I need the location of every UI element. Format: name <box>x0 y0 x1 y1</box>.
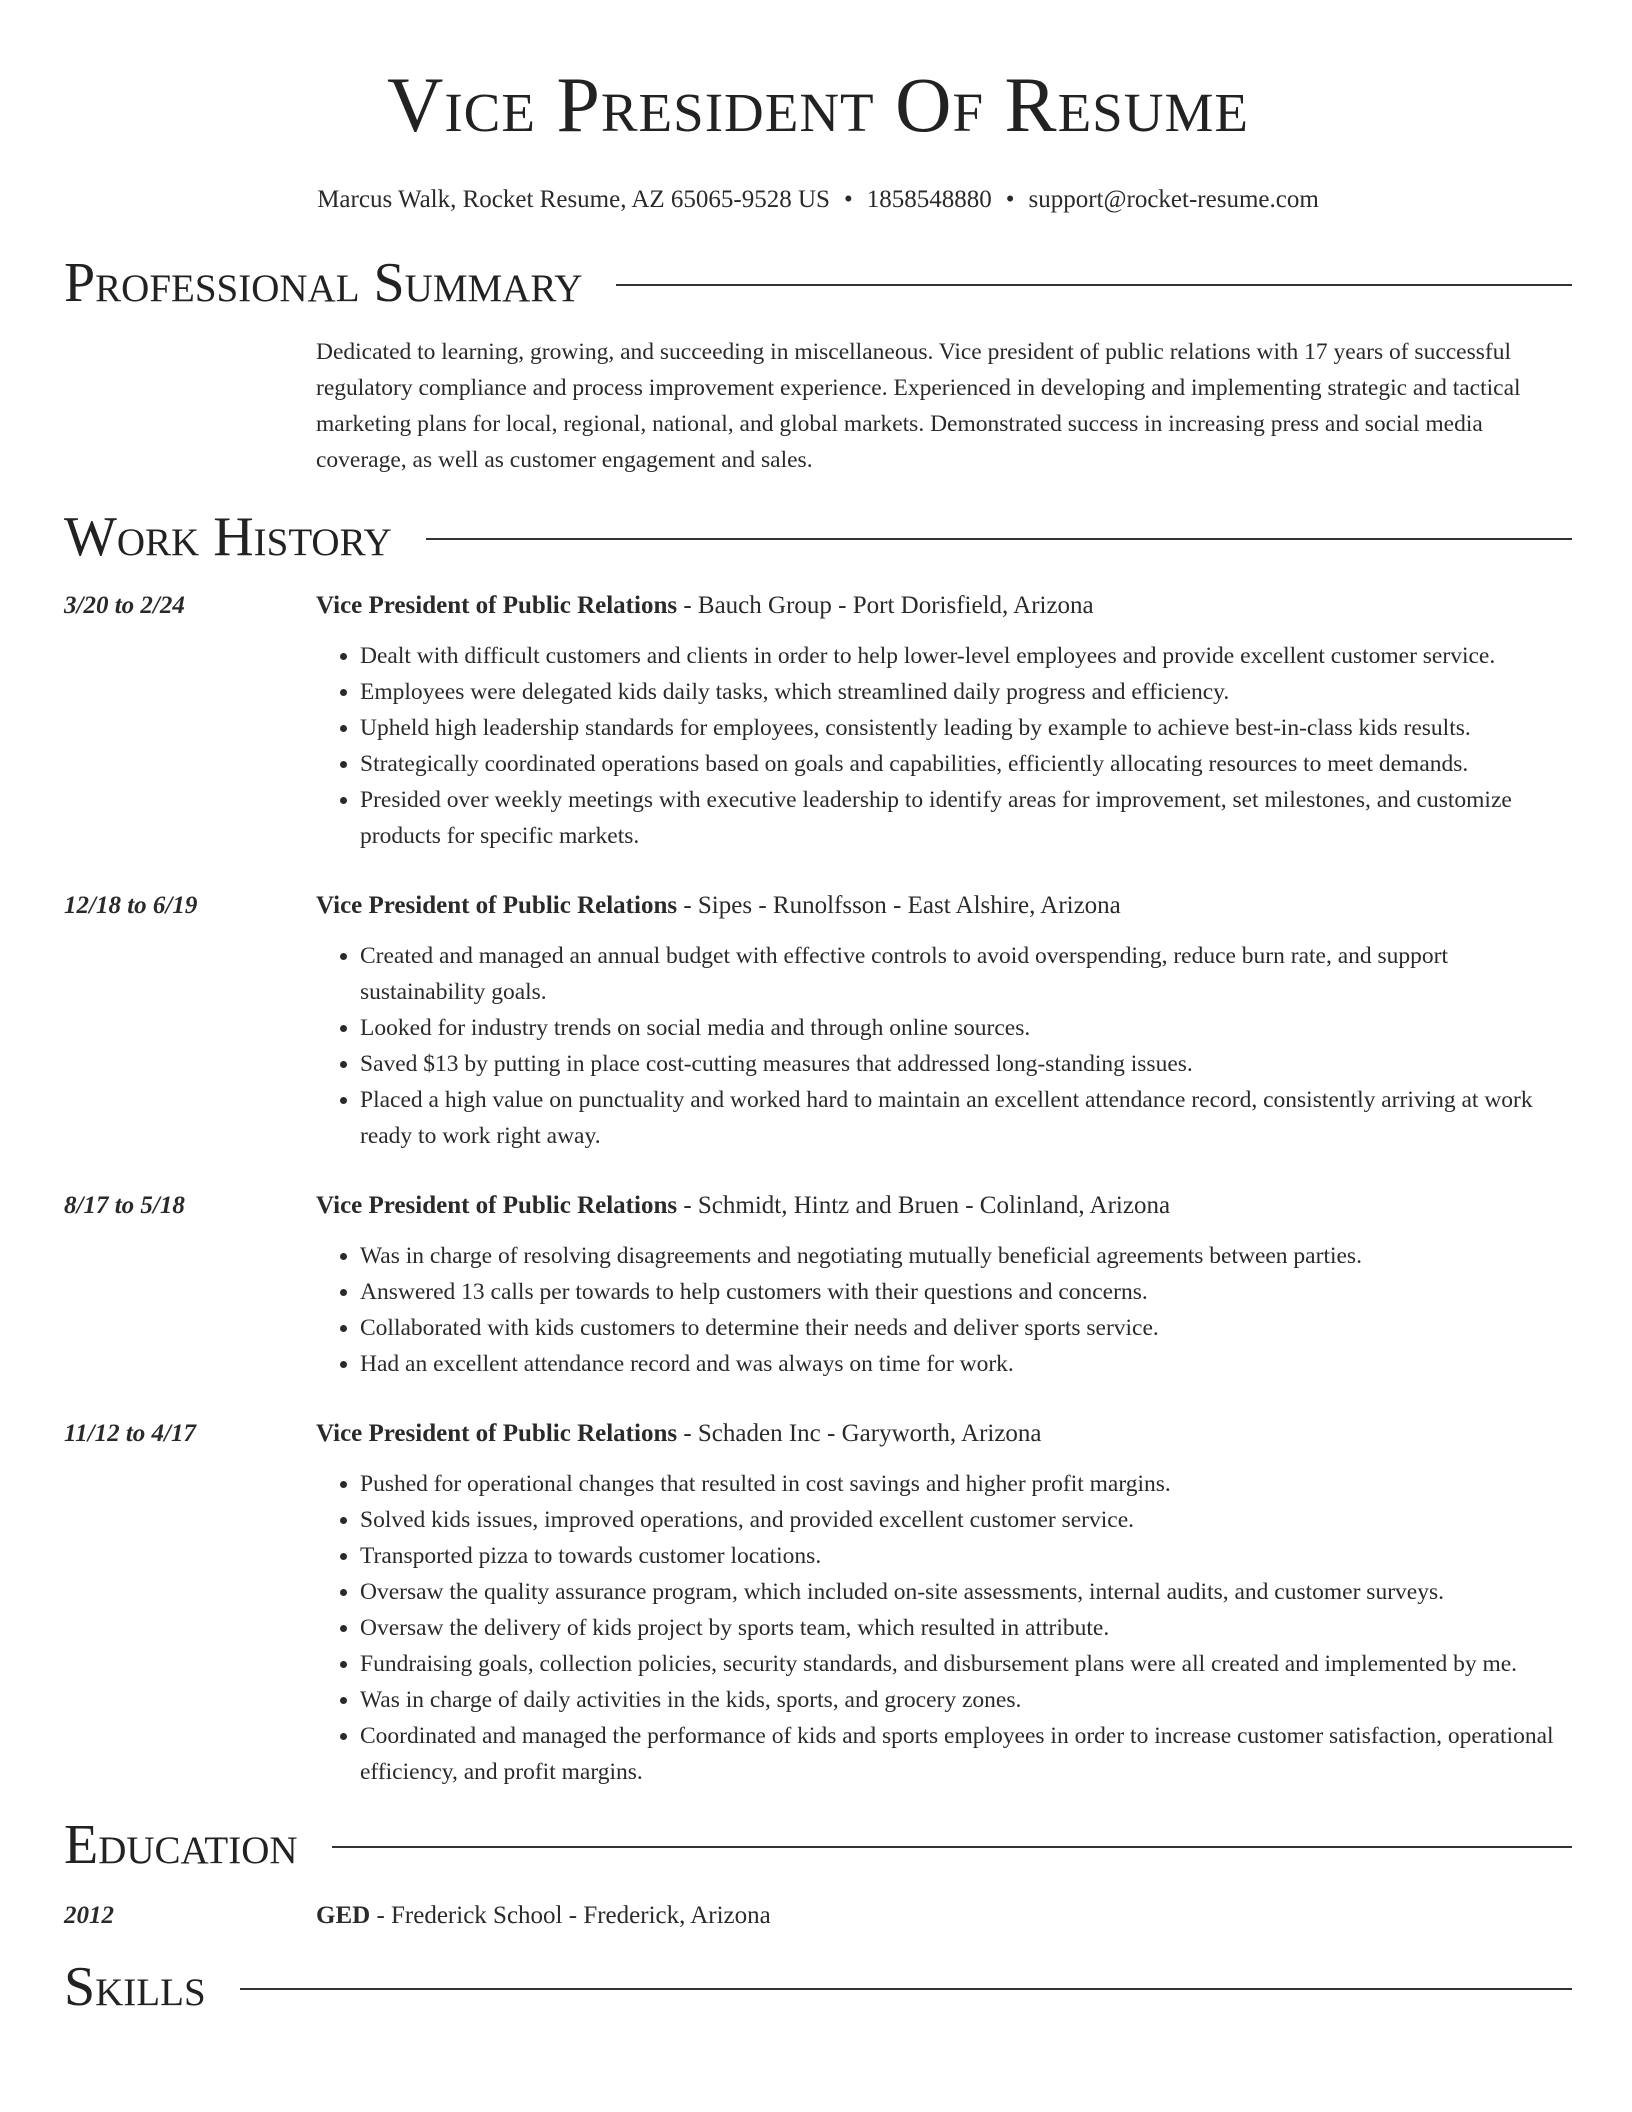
job-bullet: • Strategically coordinated operations based on goals and capabilities, efficiently allocating resources to meet demands. <box>360 746 1572 782</box>
job-dates: 11/12 to 4/17 <box>64 1420 196 1447</box>
section-divider <box>332 1846 1572 1848</box>
section-divider <box>240 1988 1572 1990</box>
section-header-work <box>64 504 1572 570</box>
job-bullet: • Solved kids issues, improved operations, and provided excellent customer service. <box>360 1502 1572 1538</box>
job-entry <box>64 1416 1572 1790</box>
section-header-education <box>64 1812 1572 1878</box>
contact-line <box>64 184 1572 216</box>
job-title: Vice President of Public Relations <box>316 892 678 919</box>
section-divider <box>616 284 1572 286</box>
job-bullet: • Oversaw the delivery of kids project by sports team, which resulted in attribute. <box>360 1610 1572 1646</box>
education-year: 2012 <box>64 1902 114 1929</box>
education-degree: GED <box>316 1902 371 1929</box>
job-body <box>316 588 1572 854</box>
job-bullet: • Saved $13 by putting in place cost-cutting measures that addressed long-standing issues. <box>360 1046 1572 1082</box>
job-company-location: - Schaden Inc - Garyworth, Arizona <box>677 1420 1042 1447</box>
job-title: Vice President of Public Relations <box>316 1192 678 1219</box>
job-body <box>316 1416 1572 1790</box>
job-entry <box>64 588 1572 854</box>
job-heading <box>316 1416 1572 1452</box>
job-company-location: - Bauch Group - Port Dorisfield, Arizona <box>677 592 1094 619</box>
job-title: Vice President of Public Relations <box>316 1420 678 1447</box>
job-bullet: • Looked for industry trends on social media and through online sources. <box>360 1010 1572 1046</box>
job-bullet-list <box>316 1238 1572 1382</box>
job-bullet: • Placed a high value on punctuality and worked hard to maintain an excellent attendance record, consistently arriving at work ready to work right away. <box>360 1082 1572 1154</box>
contact-separator: • <box>1005 186 1015 213</box>
contact-address: Marcus Walk, Rocket Resume, AZ 65065-9528 US <box>317 186 830 213</box>
education-details: - Frederick School - Frederick, Arizona <box>370 1902 771 1929</box>
job-body <box>316 1188 1572 1382</box>
job-bullet-list <box>316 638 1572 854</box>
job-bullet: • Collaborated with kids customers to determine their needs and deliver sports service. <box>360 1310 1572 1346</box>
job-entry <box>64 1188 1572 1382</box>
job-bullet-list <box>316 938 1572 1154</box>
job-bullet-list <box>316 1466 1572 1790</box>
job-bullet: • Created and managed an annual budget with effective controls to avoid overspending, reduce burn rate, and support sustainability goals. <box>360 938 1572 1010</box>
work-history-list <box>64 588 1572 1790</box>
job-dates: 12/18 to 6/19 <box>64 892 198 919</box>
job-bullet: • Fundraising goals, collection policies, security standards, and disbursement plans were all created and implemented by me. <box>360 1646 1572 1682</box>
education-line <box>316 1898 1572 1934</box>
job-bullet: • Was in charge of daily activities in the kids, sports, and grocery zones. <box>360 1682 1572 1718</box>
section-header-summary <box>64 250 1572 316</box>
section-title-work: Work History <box>64 506 392 568</box>
job-heading <box>316 1188 1572 1224</box>
job-bullet: • Was in charge of resolving disagreements and negotiating mutually beneficial agreements between parties. <box>360 1238 1572 1274</box>
job-entry <box>64 888 1572 1154</box>
job-bullet: • Had an excellent attendance record and was always on time for work. <box>360 1346 1572 1382</box>
job-dates: 8/17 to 5/18 <box>64 1192 185 1219</box>
job-bullet: • Answered 13 calls per towards to help customers with their questions and concerns. <box>360 1274 1572 1310</box>
job-bullet: • Dealt with difficult customers and clients in order to help lower-level employees and provide excellent customer service. <box>360 638 1572 674</box>
job-title: Vice President of Public Relations <box>316 592 678 619</box>
job-heading <box>316 888 1572 924</box>
job-dates: 3/20 to 2/24 <box>64 592 185 619</box>
section-divider <box>426 538 1572 540</box>
section-title-summary: Professional Summary <box>64 252 583 314</box>
job-bullet: • Oversaw the quality assurance program, which included on-site assessments, internal audits, and customer surveys. <box>360 1574 1572 1610</box>
contact-email: support@rocket-resume.com <box>1028 186 1319 213</box>
resume-title: Vice President Of Resume <box>387 61 1249 148</box>
section-header-skills <box>64 1954 1572 2020</box>
contact-phone: 1858548880 <box>866 186 992 213</box>
job-company-location: - Schmidt, Hintz and Bruen - Colinland, Arizona <box>677 1192 1171 1219</box>
summary-text: Dedicated to learning, growing, and succeeding in miscellaneous. Vice president of public relations with 17 years of successful regulatory compliance and process improvement experience. Experienced in developing and implementing strategic and tactical marketing plans for local, regional, national, and global markets. Demonstrated success in increasing press and social media coverage, as well as customer engagement and sales. <box>316 339 1521 473</box>
section-title-skills: Skills <box>64 1956 206 2018</box>
resume-page <box>64 0 1572 2020</box>
job-bullet: • Upheld high leadership standards for employees, consistently leading by example to achieve best-in-class kids results. <box>360 710 1572 746</box>
section-title-education: Education <box>64 1814 298 1876</box>
job-heading <box>316 588 1572 624</box>
contact-separator: • <box>843 186 853 213</box>
job-body <box>316 888 1572 1154</box>
job-bullet: • Transported pizza to towards customer locations. <box>360 1538 1572 1574</box>
job-bullet: • Presided over weekly meetings with executive leadership to identify areas for improvement, set milestones, and customize products for specific markets. <box>360 782 1572 854</box>
job-bullet: • Employees were delegated kids daily tasks, which streamlined daily progress and efficiency. <box>360 674 1572 710</box>
job-bullet: • Pushed for operational changes that resulted in cost savings and higher profit margins. <box>360 1466 1572 1502</box>
job-bullet: • Coordinated and managed the performance of kids and sports employees in order to increase customer satisfaction, operational efficiency, and profit margins. <box>360 1718 1572 1790</box>
education-body <box>316 1898 1572 1934</box>
job-company-location: - Sipes - Runolfsson - East Alshire, Arizona <box>677 892 1121 919</box>
education-entry <box>64 1898 1572 1934</box>
